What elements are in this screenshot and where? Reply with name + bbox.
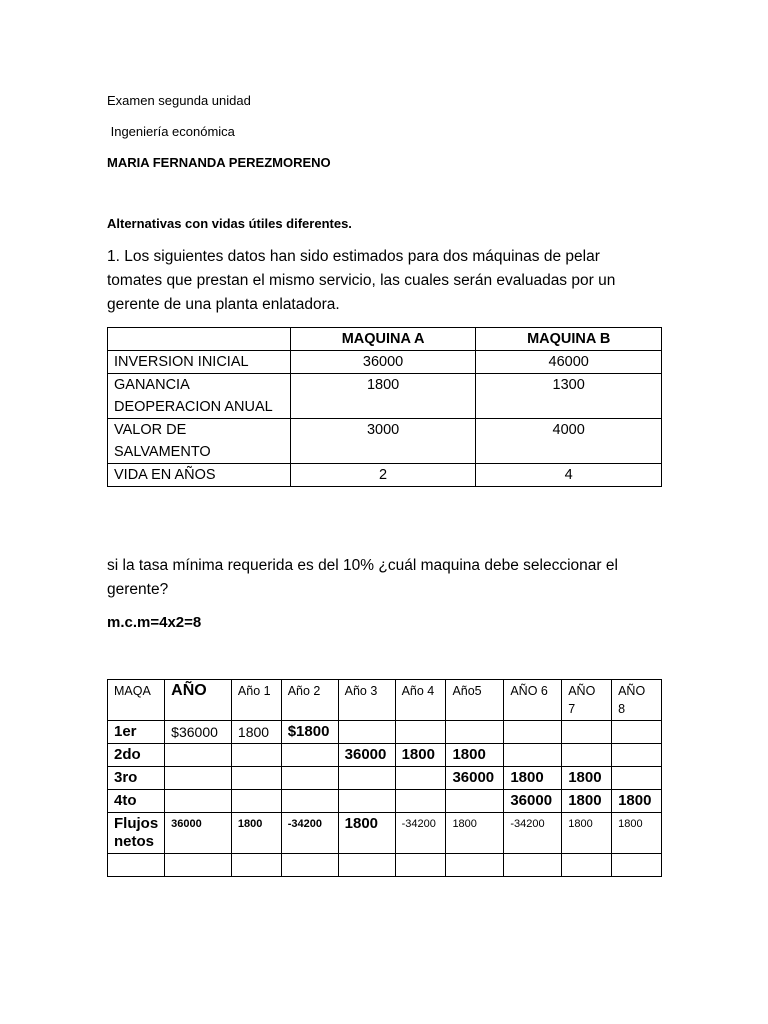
table-row (108, 351, 662, 374)
header-cell: AÑO 7 (562, 680, 612, 721)
cell-value (165, 744, 232, 767)
header-cell: AÑO (165, 680, 232, 721)
net-value: 1800 (612, 813, 662, 854)
empty-cell (395, 854, 446, 877)
net-value: -34200 (504, 813, 562, 854)
net-value: -34200 (281, 813, 338, 854)
cell-value: $36000 (165, 721, 232, 744)
row-label: 1er (108, 721, 165, 744)
cell-value: 1800 (562, 790, 612, 813)
row-label-line: netos (114, 833, 155, 850)
cell-value: 1800 (612, 790, 662, 813)
net-flows-row (108, 813, 662, 854)
machine-a-value: 3000 (290, 419, 476, 464)
cell-value (231, 767, 281, 790)
machines-table (107, 327, 662, 487)
header-cell: MAQUINA B (476, 328, 662, 351)
empty-cell (612, 854, 662, 877)
cell-value (165, 790, 232, 813)
cell-value (504, 744, 562, 767)
question-line: si la tasa mínima requerida es del 10% ¿cuál maquina debe seleccionar el (107, 557, 618, 574)
cell-value (165, 767, 232, 790)
cell-value (395, 790, 446, 813)
row-label (108, 419, 291, 464)
mcm-formula: m.c.m=4x2=8 (107, 614, 202, 631)
empty-cell (446, 854, 504, 877)
cell-value (231, 790, 281, 813)
cell-value (281, 744, 338, 767)
row-label: INVERSION INICIAL (108, 351, 291, 374)
empty-cell (281, 854, 338, 877)
empty-cell (504, 854, 562, 877)
header-cell: MAQA (108, 680, 165, 721)
student-name: MARIA FERNANDA PEREZMORENO (107, 155, 331, 170)
table-header-row (108, 680, 662, 721)
cell-value (338, 790, 395, 813)
row-label-line: Flujos (114, 815, 159, 832)
header-cell: Año 4 (395, 680, 446, 721)
cell-value (612, 767, 662, 790)
header-cell: AÑO 8 (612, 680, 662, 721)
table-row (108, 419, 662, 464)
table-header-row (108, 328, 662, 351)
cell-value (446, 721, 504, 744)
cell-value: 1800 (562, 767, 612, 790)
table-row (108, 744, 662, 767)
header-cell: Año 3 (338, 680, 395, 721)
subject-title: Ingeniería económica (107, 124, 235, 139)
table-row (108, 767, 662, 790)
table-row (108, 790, 662, 813)
row-label: VIDA EN AÑOS (108, 464, 291, 487)
row-label (108, 374, 291, 419)
problem-line: gerente de una planta enlatadora. (107, 296, 340, 313)
row-label-line: VALOR DE (114, 422, 187, 438)
header-cell (108, 328, 291, 351)
empty-cell (165, 854, 232, 877)
cell-value (612, 744, 662, 767)
header-cell: MAQUINA A (290, 328, 476, 351)
machine-b-value: 1300 (476, 374, 662, 419)
cell-value: 1800 (395, 744, 446, 767)
table-row (108, 374, 662, 419)
cell-value: 1800 (504, 767, 562, 790)
empty-cell (338, 854, 395, 877)
empty-cell (108, 854, 165, 877)
header-cell: Año 2 (281, 680, 338, 721)
header-cell: Año 1 (231, 680, 281, 721)
cashflow-table (107, 679, 662, 877)
problem-statement (107, 245, 667, 317)
problem-line: tomates que prestan el mismo servicio, las cuales serán evaluadas por un (107, 272, 616, 289)
cell-value (612, 721, 662, 744)
row-label: 2do (108, 744, 165, 767)
cell-value: 36000 (338, 744, 395, 767)
row-label: 3ro (108, 767, 165, 790)
cell-value: 1800 (231, 721, 281, 744)
cell-value (395, 721, 446, 744)
question-line: gerente? (107, 581, 169, 598)
cell-value (338, 767, 395, 790)
row-label-line: SALVAMENTO (114, 444, 211, 460)
table-row (108, 464, 662, 487)
cell-value (281, 790, 338, 813)
cell-value: 36000 (446, 767, 504, 790)
row-label-line: DEOPERACION ANUAL (114, 399, 273, 415)
machine-a-value: 36000 (290, 351, 476, 374)
cell-value (562, 744, 612, 767)
empty-cell (562, 854, 612, 877)
empty-cell (231, 854, 281, 877)
table-row (108, 721, 662, 744)
cell-value (281, 767, 338, 790)
machine-a-value: 1800 (290, 374, 476, 419)
empty-row (108, 854, 662, 877)
cell-value: 36000 (504, 790, 562, 813)
cell-value: 1800 (446, 744, 504, 767)
cell-value (562, 721, 612, 744)
row-label (108, 813, 165, 854)
net-value: 1800 (446, 813, 504, 854)
question-text (107, 554, 667, 602)
cell-value (446, 790, 504, 813)
row-label-line: GANANCIA (114, 377, 190, 393)
net-value: 1800 (562, 813, 612, 854)
net-value: -34200 (395, 813, 446, 854)
problem-line: 1. Los siguientes datos han sido estimados para dos máquinas de pelar (107, 248, 600, 265)
machine-b-value: 4 (476, 464, 662, 487)
row-label: 4to (108, 790, 165, 813)
machine-a-value: 2 (290, 464, 476, 487)
exam-title: Examen segunda unidad (107, 93, 251, 108)
machine-b-value: 46000 (476, 351, 662, 374)
header-cell: Año5 (446, 680, 504, 721)
machine-b-value: 4000 (476, 419, 662, 464)
cell-value (231, 744, 281, 767)
net-value: 1800 (231, 813, 281, 854)
cell-value: $1800 (281, 721, 338, 744)
net-value: 1800 (338, 813, 395, 854)
net-value: 36000 (165, 813, 232, 854)
cell-value (395, 767, 446, 790)
section-title: Alternativas con vidas útiles diferentes. (107, 216, 352, 231)
header-cell: AÑO 6 (504, 680, 562, 721)
cell-value (504, 721, 562, 744)
cell-value (338, 721, 395, 744)
